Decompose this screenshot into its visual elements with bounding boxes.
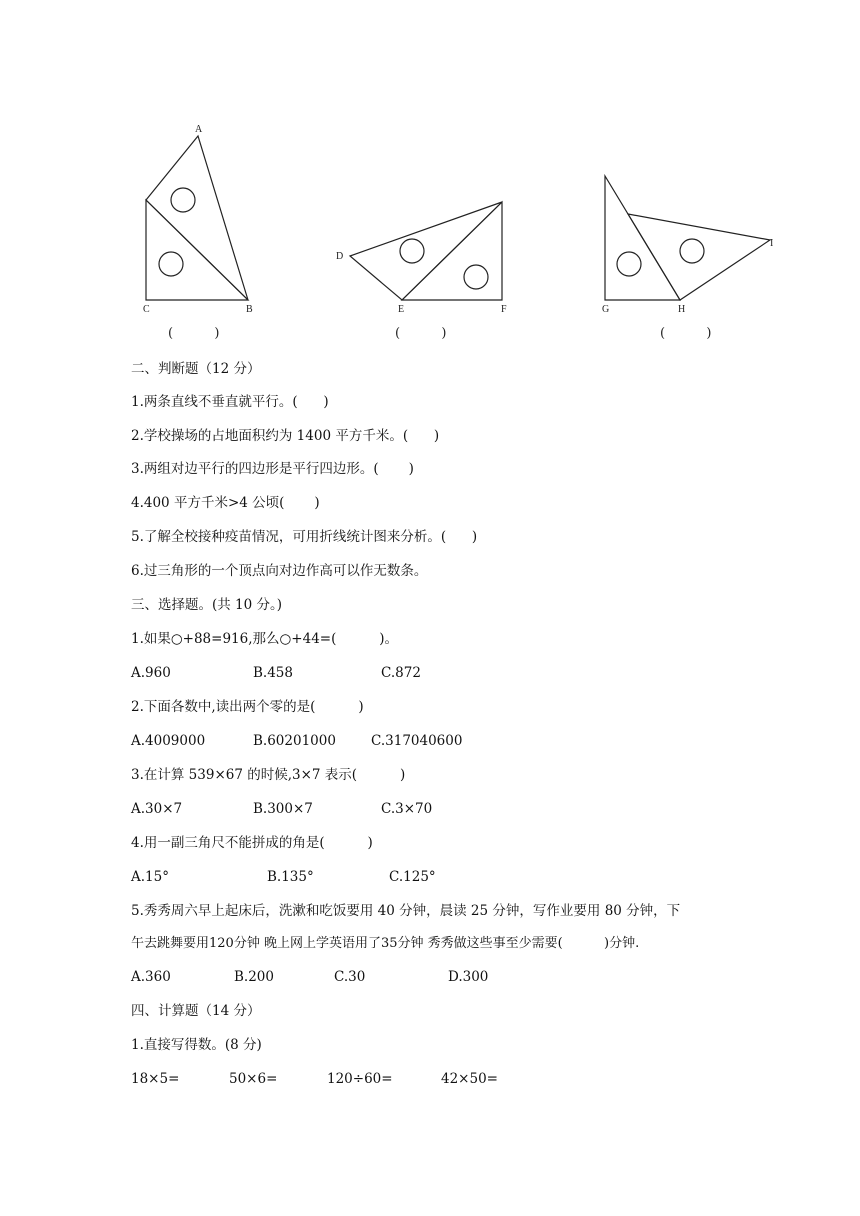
judge-item-1: 1.两条直线不垂直就平行。( ) [131,394,329,410]
figure3-hole-right [680,239,704,263]
figure2-hole-right [464,265,488,289]
vertex-label-d: D [336,251,344,262]
q1-option-a[interactable]: A.960 [131,665,171,681]
calc-expr-1[interactable]: 18×5= [131,1071,180,1087]
section2-heading: 二、判断题（12 分） [131,361,261,377]
judge-item-5: 5.了解全校接种疫苗情况，可用折线统计图来分析。( ) [131,529,478,545]
judge-item-2: 2.学校操场的占地面积约为 1400 平方千米。( ) [131,428,440,444]
figure1-answer-blank[interactable]: ( ) [168,326,220,341]
calc-expr-3[interactable]: 120÷60= [327,1071,393,1087]
judge-item-3: 3.两组对边平行的四边形是平行四边形。( ) [131,461,414,477]
q2-option-b[interactable]: B.60201000 [253,733,336,749]
figure3-hole-left [617,252,641,276]
vertex-label-g: G [602,304,610,315]
calc-expr-4[interactable]: 42×50= [441,1071,498,1087]
figure1-set-square-slanted [146,136,248,300]
figure3-set-square-slanted [628,214,770,300]
q5-option-d[interactable]: D.300 [448,969,489,985]
figure2-set-square-right [402,202,502,300]
judge-item-6: 6.过三角形的一个顶点向对边作高可以作无数条。 [131,563,428,579]
q1-option-c[interactable]: C.872 [381,665,421,681]
triangle-figures [0,0,860,360]
q1-option-b[interactable]: B.458 [253,665,293,681]
q2-option-a[interactable]: A.4009000 [131,733,206,749]
section3-heading: 三、选择题。(共 10 分。) [131,597,283,613]
vertex-label-f: F [501,304,507,315]
q4-option-a[interactable]: A.15° [131,869,169,885]
judge-item-4: 4.400 平方千米>4 公顷( ) [131,495,320,511]
q3-option-c[interactable]: C.3×70 [381,801,433,817]
vertex-label-i: I [770,238,774,249]
q5-option-a[interactable]: A.360 [131,969,171,985]
q2-option-c[interactable]: C.317040600 [371,733,463,749]
figure2-answer-blank[interactable]: ( ) [395,326,447,341]
vertex-label-c: C [143,304,150,315]
section4-heading: 四、计算题（14 分） [131,1003,261,1019]
q4-option-b[interactable]: B.135° [267,869,314,885]
vertex-label-h: H [678,304,686,315]
calc-sub1-heading: 1.直接写得数。(8 分) [131,1037,262,1053]
figure3-answer-blank[interactable]: ( ) [660,326,712,341]
figure2-hole-left [400,239,424,263]
choice-question-3: 3.在计算 539×67 的时候,3×7 表示( ) [131,767,406,783]
q5-option-c[interactable]: C.30 [334,969,366,985]
figure2-set-square-left [350,202,502,300]
vertex-label-b: B [246,304,253,315]
q3-option-a[interactable]: A.30×7 [131,801,183,817]
figure1-hole-lower [159,252,183,276]
choice-question-4: 4.用一副三角尺不能拼成的角是( ) [131,835,373,851]
choice-question-1: 1.如果○+88=916,那么○+44=( )。 [131,631,399,647]
calc-expr-2[interactable]: 50×6= [229,1071,278,1087]
choice-question-5-line1: 5.秀秀周六早上起床后，洗漱和吃饭要用 40 分钟，晨读 25 分钟，写作业要用 80 分钟，下 [131,903,681,919]
q4-option-c[interactable]: C.125° [389,869,436,885]
figure1-hole-upper [171,188,195,212]
vertex-label-e: E [398,304,405,315]
choice-question-5-line2: 午去跳舞要用120分钟 晚上网上学英语用了35分钟 秀秀做这些事至少需要( )分钟. [131,936,640,951]
q3-option-b[interactable]: B.300×7 [253,801,313,817]
vertex-label-a: A [195,124,203,135]
choice-question-2: 2.下面各数中,读出两个零的是( ) [131,699,364,715]
q5-option-b[interactable]: B.200 [234,969,274,985]
